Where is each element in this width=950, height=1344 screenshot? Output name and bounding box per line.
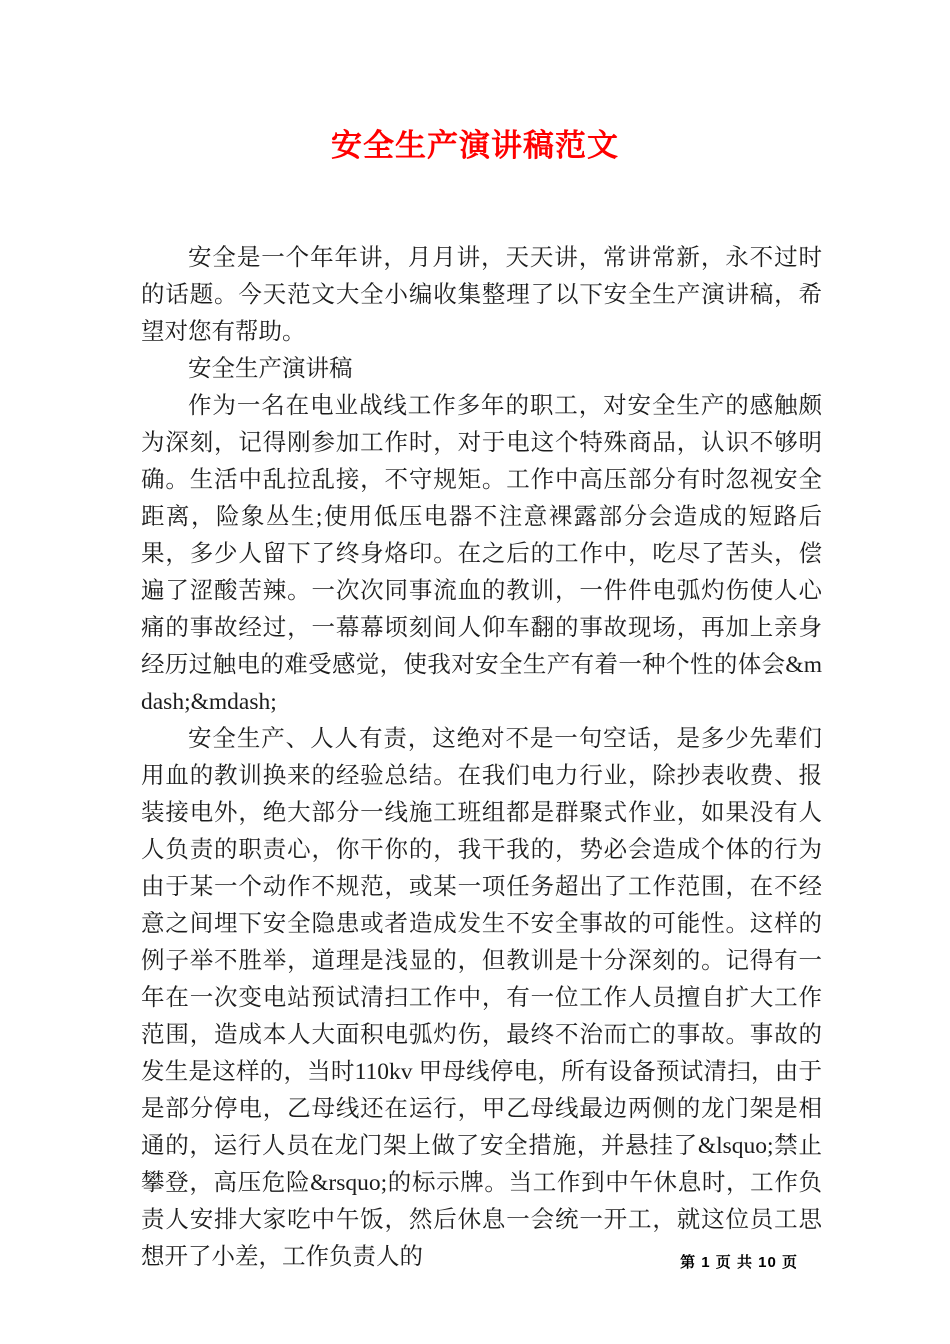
paragraph-experience: 作为一名在电业战线工作多年的职工，对安全生产的感触颇为深刻，记得刚参加工作时，对于电这个特殊商品，认识不够明确。生活中乱拉乱接，不守规矩。工作中高压部分有时忽视安全距离，险象丛生;使用低压电器不注意裸露部分会造成的短路后果，多少人留下了终身烙印。在之后的工作中，吃尽了苦头，偿遍了涩酸苦辣。一次次同事流血的教训，一件件电弧灼伤使人心痛的事故经过，一幕幕顷刻间人仰车翻的事故现场，再加上亲身经历过触电的难受感觉，使我对安全生产有着一种个性的体会&mdash;&mdash; [141,393,822,715]
page-number-label: 第 1 页 共 10 页 [680,1254,798,1271]
paragraph-subtitle: 安全生产演讲稿 [188,356,353,382]
paragraph-intro: 安全是一个年年讲，月月讲，天天讲，常讲常新，永不过时的话题。今天范文大全小编收集整理了以下安全生产演讲稿，希望对您有帮助。 [141,245,822,345]
document-body [141,240,822,1276]
paragraph-responsibility: 安全生产、人人有责，这绝对不是一句空话，是多少先辈们用血的教训换来的经验总结。在我们电力行业，除抄表收费、报装接电外，绝大部分一线施工班组都是群聚式作业，如果没有人人负责的职责心，你干你的，我干我的，势必会造成个体的行为由于某一个动作不规范，或某一项任务超出了工作范围，在不经意之间埋下安全隐患或者造成发生不安全事故的可能性。这样的例子举不胜举，道理是浅显的，但教训是十分深刻的。记得有一年在一次变电站预试清扫工作中，有一位工作人员擅自扩大工作范围，造成本人大面积电弧灼伤，最终不治而亡的事故。事故的发生是这样的，当时110kv 甲母线停电，所有设备预试清扫，由于是部分停电，乙母线还在运行，甲乙母线最边两侧的龙门架是相通的，运行人员在龙门架上做了安全措施，并悬挂了&lsquo;禁止攀登，高压危险&rsquo;的标示牌。当工作到中午休息时，工作负责人安排大家吃中午饭，然后休息一会统一开工，就这位员工思想开了小差，工作负责人的 [141,726,822,1270]
document-title: 安全生产演讲稿范文 [331,128,619,163]
